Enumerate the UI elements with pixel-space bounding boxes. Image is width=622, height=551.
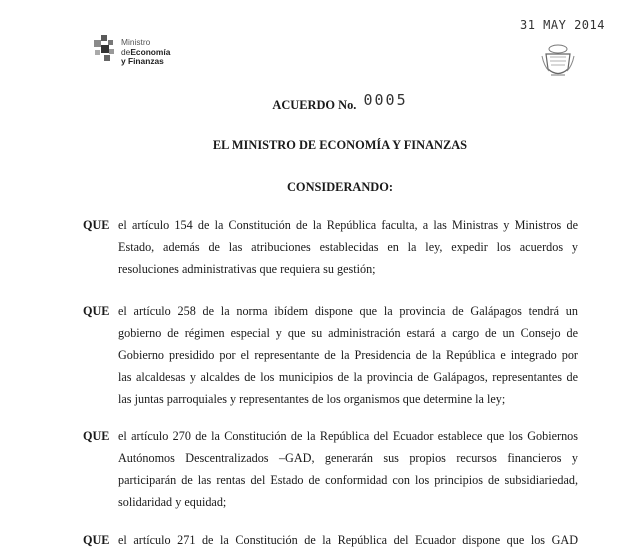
ministry-logo-text — [121, 38, 170, 67]
paragraph-text — [118, 529, 578, 551]
ministry-logo — [92, 31, 202, 71]
text-line: el artículo 258 de la norma ibídem dispone que la provincia de Galápagos tendrá un — [118, 304, 578, 318]
text-line: el artículo 154 de la Constitución de la República faculta, a las Ministras y Ministros de — [118, 218, 578, 232]
national-coat-of-arms-seal-icon — [541, 42, 575, 80]
date-stamp: 31 MAY 2014 — [520, 18, 605, 32]
text-line: el artículo 271 de la Constitución de la República del Ecuador dispone que los GAD — [118, 533, 578, 547]
text-line: gobierno de régimen especial y que su administración estará a cargo de un Consejo de — [118, 326, 578, 340]
text-line: resoluciones administrativas que requiera su gestión; — [118, 262, 376, 276]
paragraph-text — [118, 425, 578, 513]
considerando-paragraph — [0, 529, 622, 551]
logo-line-1: Ministro — [121, 37, 151, 47]
agreement-number-heading — [0, 91, 622, 113]
issuer-heading: EL MINISTRO DE ECONOMÍA Y FINANZAS — [212, 138, 468, 152]
text-line: las juntas parroquiales y representantes de los organismos que determine la ley; — [118, 392, 506, 406]
que-label: QUE — [83, 218, 110, 232]
logo-line-2: deEconomía — [121, 46, 171, 57]
que-label: QUE — [83, 533, 110, 547]
paragraph-text — [118, 214, 578, 280]
text-line: las alcaldesas y alcaldes de los municipios de la provincia de Galápagos, representantes de — [118, 370, 578, 384]
considerando-heading: CONSIDERANDO: — [286, 180, 394, 194]
agreement-label: ACUERDO No. — [272, 98, 357, 112]
text-line: el artículo 270 de la Constitución de la República del Ecuador establece que los Gobiernos — [118, 429, 578, 443]
text-line: Autónomos Descentralizados –GAD, generarán sus propios recursos financieros y — [118, 451, 578, 465]
que-label: QUE — [83, 304, 110, 318]
paragraph-text — [118, 300, 578, 410]
agreement-number: 0005 — [363, 91, 408, 109]
que-label: QUE — [83, 429, 110, 443]
text-line: Estado, además de las atribuciones establecidas en la ley, expedir los acuerdos y — [118, 240, 578, 254]
text-line: Gobierno presidido por el representante de la Presidencia de la República e integrado por — [118, 348, 578, 362]
logo-line-3: y Finanzas — [121, 56, 164, 67]
text-line: participarán de las rentas del Estado de conformidad con los principios de subsidiariedad, — [118, 473, 578, 487]
ministry-logo-icon — [92, 31, 118, 67]
text-line: solidaridad y equidad; — [118, 495, 227, 509]
